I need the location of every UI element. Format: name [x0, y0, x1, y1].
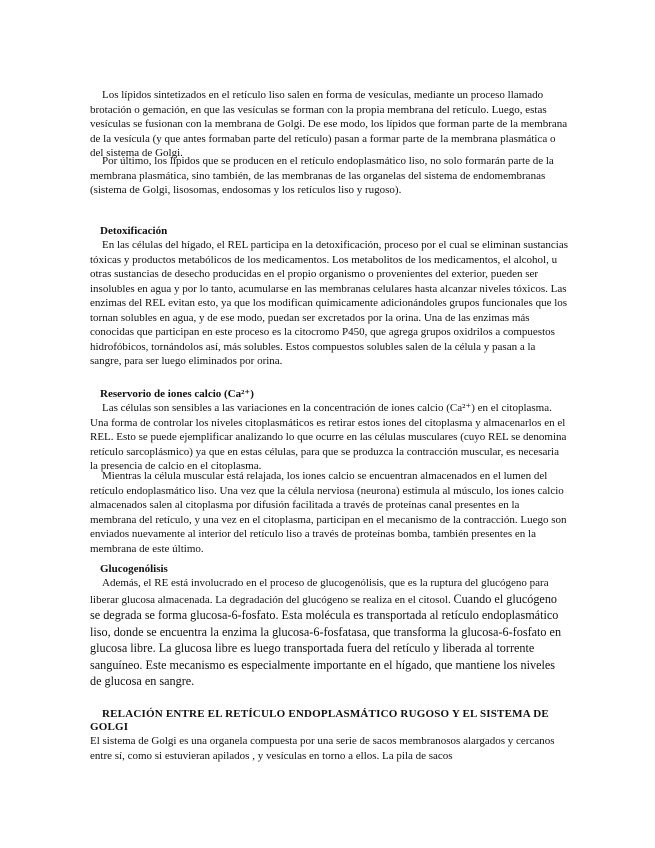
golgi-section-heading: RELACIÓN ENTRE EL RETÍCULO ENDOPLASMÁTICO RUGOSO Y EL SISTEMA DE GOLGI [90, 708, 549, 733]
calcium-heading: Reservorio de iones calcio (Ca²⁺) [100, 388, 254, 400]
detox-heading: Detoxificación [100, 225, 168, 237]
calcium-paragraph-2: Mientras la célula muscular está relajada, los iones calcio se encuentran almacenados en el lumen del retículo endoplasmático liso. Una vez que la célula nerviosa (neurona) estimula al músculo, los iones calcio almacenados salen al citoplasma por difusión facilitada a través de proteínas canal presentes en la membrana del retículo, y una vez en el citoplasma, participan en el mecanismo de la contracción. Luego son enviados nuevamente al interior del retículo liso a través de proteínas bomba, también presentes en la membrana de este último. [90, 470, 567, 555]
glycogenolysis-heading: Glucogenólisis [100, 563, 168, 575]
golgi-paragraph: El sistema de Golgi es una organela compuesta por una serie de sacos membranosos alargados y cercanos entre sí, como si estuvieran apilados , y vesículas en torno a ellos. La pila de sacos [90, 735, 555, 762]
glycogenolysis-text-small: Además, el RE está involucrado en el proceso de glucogenólisis, que es la ruptura del glucógeno para liberar glucosa almacenada. La degradación del glucógeno se realiza en el citosol. [90, 577, 549, 606]
intro-paragraph-2: Por último, los lípidos que se producen en el retículo endoplasmático liso, no solo formarán parte de la membrana plasmática, sino también, de las membranas de las organelas del sistema de endomembranas (sistema de Golgi, lisosomas, endosomas y los retículos liso y rugoso). [90, 155, 554, 196]
intro-paragraph-1: Los lípidos sintetizados en el retículo liso salen en forma de vesículas, mediante un proceso llamado brotación o gemación, en que las vesículas se forman con la propia membrana del retículo. Luego, estas vesículas se fusionan con la membrana de Golgi. De ese modo, los lípidos que forman parte de la membrana de la vesícula (y que antes formaban parte del retículo) pasan a formar parte de la membrana plasmática o del sistema de Golgi. [90, 89, 568, 159]
glycogenolysis-text-large: Cuando el glucógeno se degrada se forma glucosa-6-fosfato. Esta molécula es transportada al retículo endoplasmático liso, donde se encuentra la enzima la glucosa-6-fosfatasa, que transforma la glucosa-6-fosfato en glucosa libre. La glucosa libre es luego transportada fuera del retículo y liberada al torrente sanguíneo. Este mecanismo es especialmente importante en el hígado, que mantiene los niveles de glucosa en sangre. [90, 591, 562, 688]
calcium-paragraph-1: Las células son sensibles a las variaciones en la concentración de iones calcio (Ca²⁺) en el citoplasma. Una forma de controlar los niveles citoplasmáticos es retirar estos iones del citoplasma y almacenarlos en el REL. Esto se puede ejemplificar analizando lo que ocurre en las células musculares (cuyo REL se denomina retículo sarcoplásmico) ya que en estas células, para que se produzca la contracción muscular, es necesaria la presencia de calcio en el citoplasma. [90, 402, 567, 472]
detox-paragraph: En las células del hígado, el REL participa en la detoxificación, proceso por el cual se eliminan sustancias tóxicas y productos metabólicos de los medicamentos. Los metabolitos de los medicamentos, el alcohol, u otras sustancias de desecho producidas en el propio organismo o provenientes del exterior, pueden ser insolubles en agua y por lo tanto, acumularse en las membranas celulares hasta alcanzar niveles tóxicos. Las enzimas del REL evitan esto, ya que los modifican químicamente adicionándoles grupos funcionales que los tornan solubles en agua, y de ese modo, puedan ser excretados por la orina. Una de las enzimas más conocidas que participan en este proceso es la citocromo P450, que agrega grupos oxidrilos a compuestos hidrofóbicos, tornándolos así, más solubles. Estos compuestos solubles salen de la célula y pasan a la sangre, para ser luego eliminados por orina. [90, 239, 569, 367]
glycogenolysis-paragraph [90, 576, 568, 690]
